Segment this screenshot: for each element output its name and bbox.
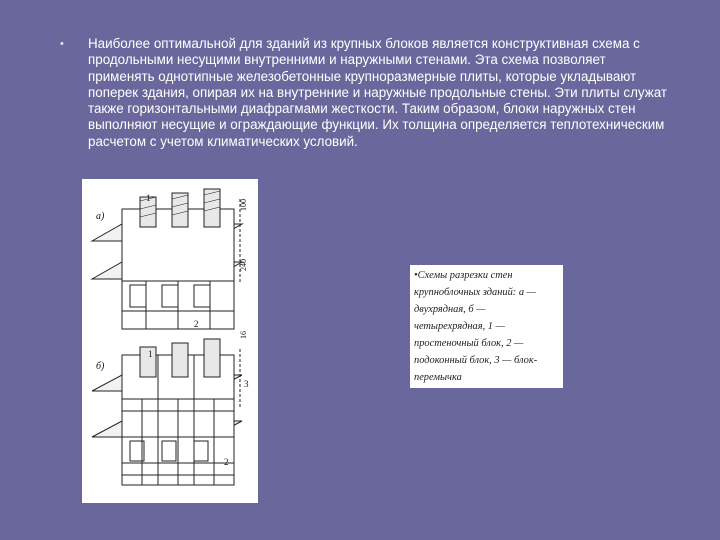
label-3-b: 3 [244, 379, 249, 389]
scheme-b [92, 339, 242, 485]
label-1-a: 1 [146, 193, 151, 203]
main-paragraph: Наиболее оптимальной для зданий из крупных блоков является конструктивная схема с продольными несущими внутренними и наружными стенами. Эта схема позволяет применять однотипные железобетонные крупноразмерные плиты, которые укладывают поперек здания, опирая их на внутренние и наружные продольные стены. Эти плиты служат также горизонтальными диафрагмами жесткости. Таким образом, блоки наружных стен выполняют несущие и ограждающие функции. Их толщина определяется теплотехническим расчетом с учетом климатических условий. [88, 36, 668, 149]
bullet-marker: • [60, 38, 64, 50]
label-1-b: 1 [148, 349, 153, 359]
scheme-a [92, 189, 242, 329]
label-2-b: 2 [224, 457, 229, 467]
dim-16: 16 [239, 331, 248, 339]
wall-schemes-drawing [82, 179, 258, 503]
dim-240: 240 [239, 259, 248, 271]
wall-cutting-diagram [82, 179, 258, 503]
figure-caption: •Схемы разрезки стен крупноблочных зданий: а — двухрядная, б — четырехрядная, 1 — простеночный блок, 2 — подоконный блок, 3 — блок-перемычка [410, 265, 563, 388]
label-a: а) [96, 211, 105, 222]
label-b: б) [96, 361, 105, 372]
dim-100: 100 [239, 199, 248, 211]
label-2-a: 2 [194, 319, 199, 329]
